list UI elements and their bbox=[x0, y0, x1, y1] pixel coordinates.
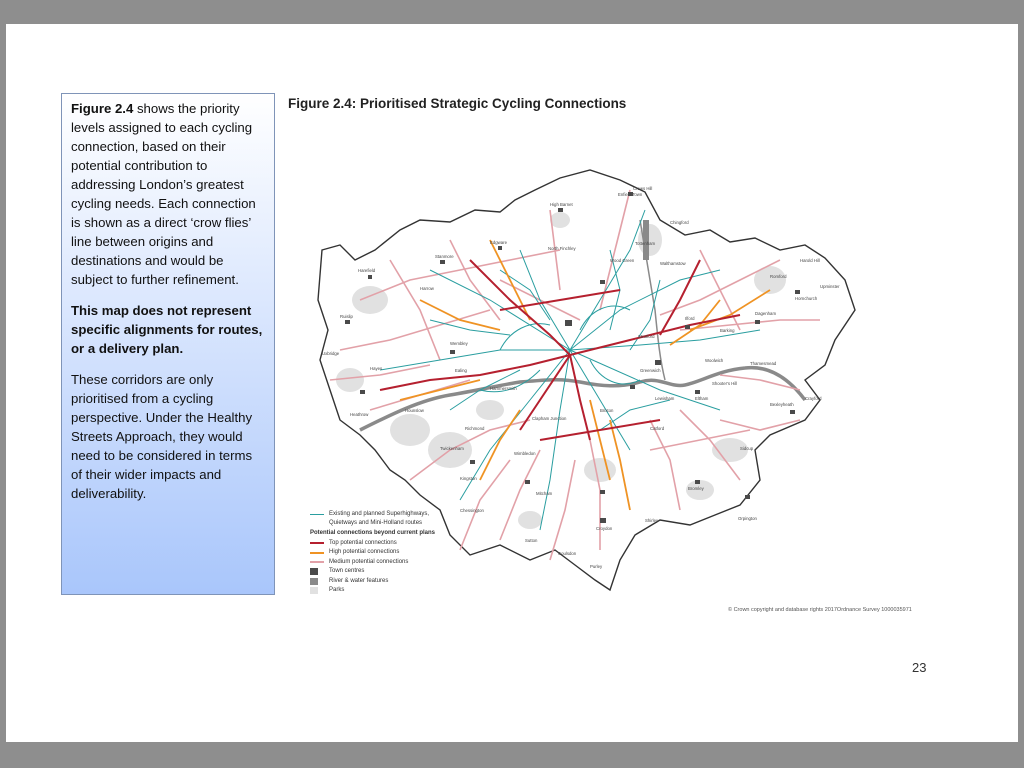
paragraph-1 bbox=[71, 99, 266, 289]
label-wimbledon: Wimbledon bbox=[514, 451, 536, 456]
swatch-parks bbox=[310, 587, 318, 594]
label-hounslow: Hounslow bbox=[405, 408, 424, 413]
label-heathrow: Heathrow bbox=[350, 412, 369, 417]
label-shirley: Shirley bbox=[645, 518, 659, 523]
label-finchley: North Finchley bbox=[548, 246, 576, 251]
label-ruislip: Ruislip bbox=[340, 314, 353, 319]
swatch-top bbox=[310, 542, 324, 544]
label-hornchurch: Hornchurch bbox=[795, 296, 818, 301]
label-dagenham: Dagenham bbox=[755, 311, 777, 316]
paragraph-1-text: shows the priority levels assigned to each cycling connection, based on their potential contribution to addressing London’s greatest cycling needs. Each connection is shown as a direct ‘crow flies’ line between origins and destinations and would be subject to further refinement. bbox=[71, 101, 256, 287]
label-hayes: Hayes bbox=[370, 366, 383, 371]
map-legend bbox=[310, 510, 520, 596]
paragraph-3: These corridors are only prioritised from a cycling perspective. Under the Healthy Streets Approach, they would need to be considered in terms of their wider impacts and deliverability. bbox=[71, 372, 253, 501]
swatch-town bbox=[310, 568, 318, 575]
figure-reference: Figure 2.4 bbox=[71, 101, 134, 116]
reservoir bbox=[643, 220, 649, 260]
swatch-river bbox=[310, 578, 318, 585]
label-harold-hill: Harold Hill bbox=[800, 258, 820, 263]
label-purley: Purley bbox=[590, 564, 603, 569]
label-upminster: Upminster bbox=[820, 284, 840, 289]
label-coulsdon: Coulsdon bbox=[558, 551, 577, 556]
label-stratford: Stratford bbox=[638, 334, 655, 339]
sidebar-text-box bbox=[61, 93, 275, 595]
label-catford: Catford bbox=[650, 426, 665, 431]
label-romford: Romford bbox=[770, 274, 787, 279]
label-enfield: Enfield Town bbox=[618, 192, 643, 197]
label-orpington: Orpington bbox=[738, 516, 757, 521]
label-wembley: Wembley bbox=[450, 341, 468, 346]
legend-medium: Medium potential connections bbox=[310, 558, 520, 568]
label-lewisham: Lewisham bbox=[655, 396, 675, 401]
legend-high: High potential connections bbox=[310, 548, 520, 558]
label-woolwich: Woolwich bbox=[705, 358, 724, 363]
label-harefield: Harefield bbox=[358, 268, 376, 273]
label-richmond: Richmond bbox=[465, 426, 485, 431]
legend-top: Top potential connections bbox=[310, 539, 520, 549]
label-twickenham: Twickenham bbox=[440, 446, 464, 451]
label-eltham: Eltham bbox=[695, 396, 709, 401]
label-ilford: Ilford bbox=[685, 316, 695, 321]
legend-heading: Potential connections beyond current plans bbox=[310, 530, 436, 537]
label-uxbridge: Uxbridge bbox=[322, 351, 340, 356]
label-stanmore: Stanmore bbox=[435, 254, 454, 259]
page-number: 23 bbox=[912, 660, 927, 675]
label-harrow: Harrow bbox=[420, 286, 434, 291]
legend-parks: Parks bbox=[310, 586, 520, 596]
label-ealing: Ealing bbox=[455, 368, 467, 373]
label-edgware: Edgware bbox=[490, 240, 507, 245]
figure-title: Figure 2.4: Prioritised Strategic Cycling Connections bbox=[288, 96, 627, 111]
swatch-medium bbox=[310, 561, 324, 563]
label-shooters-hill: Shooter's Hill bbox=[712, 381, 738, 386]
label-thamesmead: Thamesmead bbox=[750, 361, 777, 366]
label-sutton: Sutton bbox=[525, 538, 538, 543]
label-bromley: Bromley bbox=[688, 486, 704, 491]
swatch-existing bbox=[310, 514, 324, 515]
label-mitcham: Mitcham bbox=[536, 491, 553, 496]
legend-existing: Existing and planned Superhighways, Quietways and Mini-Holland routes bbox=[310, 510, 520, 528]
label-bexleyheath: Bexleyheath bbox=[770, 402, 794, 407]
label-chessington: Chessington bbox=[460, 508, 484, 513]
copyright-notice: © Crown copyright and database rights 2017Ordnance Survey 1000035971 bbox=[728, 607, 912, 613]
swatch-high bbox=[310, 552, 324, 554]
paragraph-2: This map does not represent specific alignments for routes, or a delivery plan. bbox=[71, 303, 263, 356]
label-brixton: Brixton bbox=[600, 408, 614, 413]
label-chingford: Chingford bbox=[670, 220, 689, 225]
label-walthamstow: Walthamstow bbox=[660, 261, 686, 266]
legend-river: River & water features bbox=[310, 577, 520, 587]
legend-town: Town centres bbox=[310, 567, 520, 577]
label-clapham: Clapham Junction bbox=[532, 416, 567, 421]
label-barking: Barking bbox=[720, 328, 735, 333]
label-greenwich: Greenwich bbox=[640, 368, 661, 373]
label-croydon: Croydon bbox=[596, 526, 613, 531]
label-crayford: Crayford bbox=[805, 396, 822, 401]
label-hammersmith: Hammersmith bbox=[490, 386, 517, 391]
label-barnet: High Barnet bbox=[550, 202, 573, 207]
label-crews: Crews Hill bbox=[633, 186, 653, 191]
label-sidcup: Sidcup bbox=[740, 446, 754, 451]
label-kingston: Kingston bbox=[460, 476, 477, 481]
label-tottenham: Tottenham bbox=[635, 241, 656, 246]
label-wood-green: Wood Green bbox=[610, 258, 635, 263]
